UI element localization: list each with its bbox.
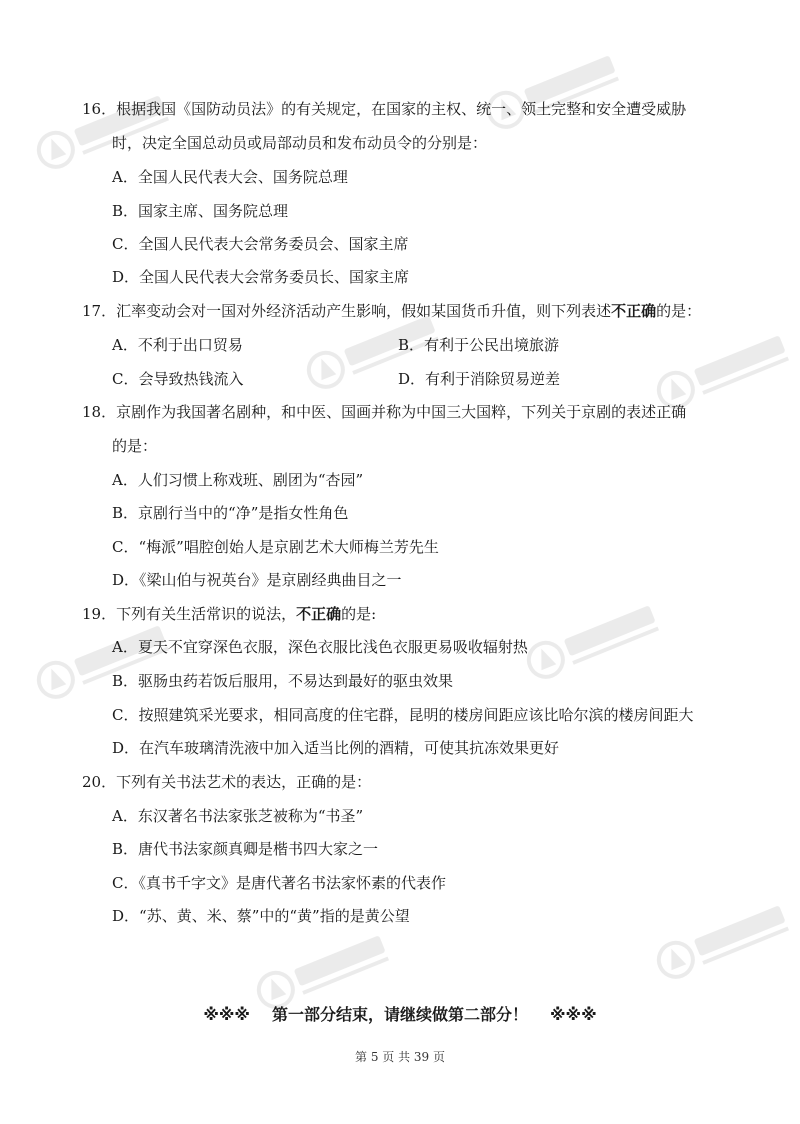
question-16-option-a: A．全国人民代表大会、国务院总理	[112, 168, 348, 186]
question-16-option-c: C．全国人民代表大会常务委员会、国家主席	[112, 235, 409, 253]
question-20-option-d: D．“苏、黄、米、蔡”中的“黄”指的是黄公望	[112, 907, 410, 925]
question-18-option-b: B．京剧行当中的“净”是指女性角色	[112, 504, 349, 522]
question-19-option-c: C．按照建筑采光要求，相同高度的住宅群，昆明的楼房间距应该比哈尔滨的楼房间距大	[112, 706, 694, 724]
question-18-option-d: D．《梁山伯与祝英台》是京剧经典曲目之一	[112, 571, 402, 589]
watermark-logo	[650, 330, 800, 410]
section-end-notice	[0, 1002, 800, 1025]
question-18-stem-line-1: 18．京剧作为我国著名剧种，和中医、国画并称为中国三大国粹，下列关于京剧的表述正确	[82, 403, 687, 421]
question-16-stem-line-2: 时，决定全国总动员或局部动员和发布动员令的分别是：	[112, 134, 488, 152]
section-end-message: 第一部分结束，请继续做第二部分！	[271, 1005, 528, 1024]
question-19-stem: 19．下列有关生活常识的说法，不正确的是:	[82, 605, 377, 623]
question-19-option-b: B．驱肠虫药若饭后服用，不易达到最好的驱虫效果	[112, 672, 454, 690]
watermark-logo	[520, 600, 670, 680]
watermark-logo	[650, 900, 800, 980]
question-20-option-c: C．《真书千字文》是唐代著名书法家怀素的代表作	[112, 874, 446, 892]
question-18-stem-line-2: 的是：	[112, 437, 158, 455]
reference-marks-left: ※※※	[203, 1005, 250, 1024]
emphasis-text: 不正确	[296, 605, 342, 623]
question-17-option-c: C．会导致热钱流入	[112, 370, 244, 388]
question-17-option-a: A．不利于出口贸易	[112, 336, 243, 354]
question-16-stem-line-1: 16．根据我国《国防动员法》的有关规定，在国家的主权、统一、领土完整和安全遭受威胁	[82, 100, 687, 118]
question-20-stem: 20．下列有关书法艺术的表达，正确的是：	[82, 773, 372, 791]
question-17-stem: 17．汇率变动会对一国对外经济活动产生影响，假如某国货币升值，则下列表述不正确的是：	[82, 302, 702, 320]
question-20-option-b: B．唐代书法家颜真卿是楷书四大家之一	[112, 840, 379, 858]
question-20-option-a: A．东汉著名书法家张芝被称为“书圣”	[112, 807, 364, 825]
question-16-option-d: D．全国人民代表大会常务委员长、国家主席	[112, 268, 410, 286]
question-18-option-c: C．“梅派”唱腔创始人是京剧艺术大师梅兰芳先生	[112, 538, 439, 556]
page-number: 第 5 页 共 39 页	[355, 1050, 445, 1064]
question-18-option-a: A．人们习惯上称戏班、剧团为“杏园”	[112, 471, 364, 489]
watermark-logo	[250, 930, 400, 1010]
question-16-option-b: B．国家主席、国务院总理	[112, 202, 289, 220]
question-17-option-d: D．有利于消除贸易逆差	[398, 370, 561, 388]
question-19-option-a: A．夏天不宜穿深色衣服，深色衣服比浅色衣服更易吸收辐射热	[112, 638, 528, 656]
emphasis-text: 不正确	[611, 302, 657, 320]
reference-marks-right: ※※※	[550, 1005, 597, 1024]
question-17-option-b: B．有利于公民出境旅游	[398, 336, 560, 354]
question-19-option-d: D．在汽车玻璃清洗液中加入适当比例的酒精，可使其抗冻效果更好	[112, 739, 560, 757]
